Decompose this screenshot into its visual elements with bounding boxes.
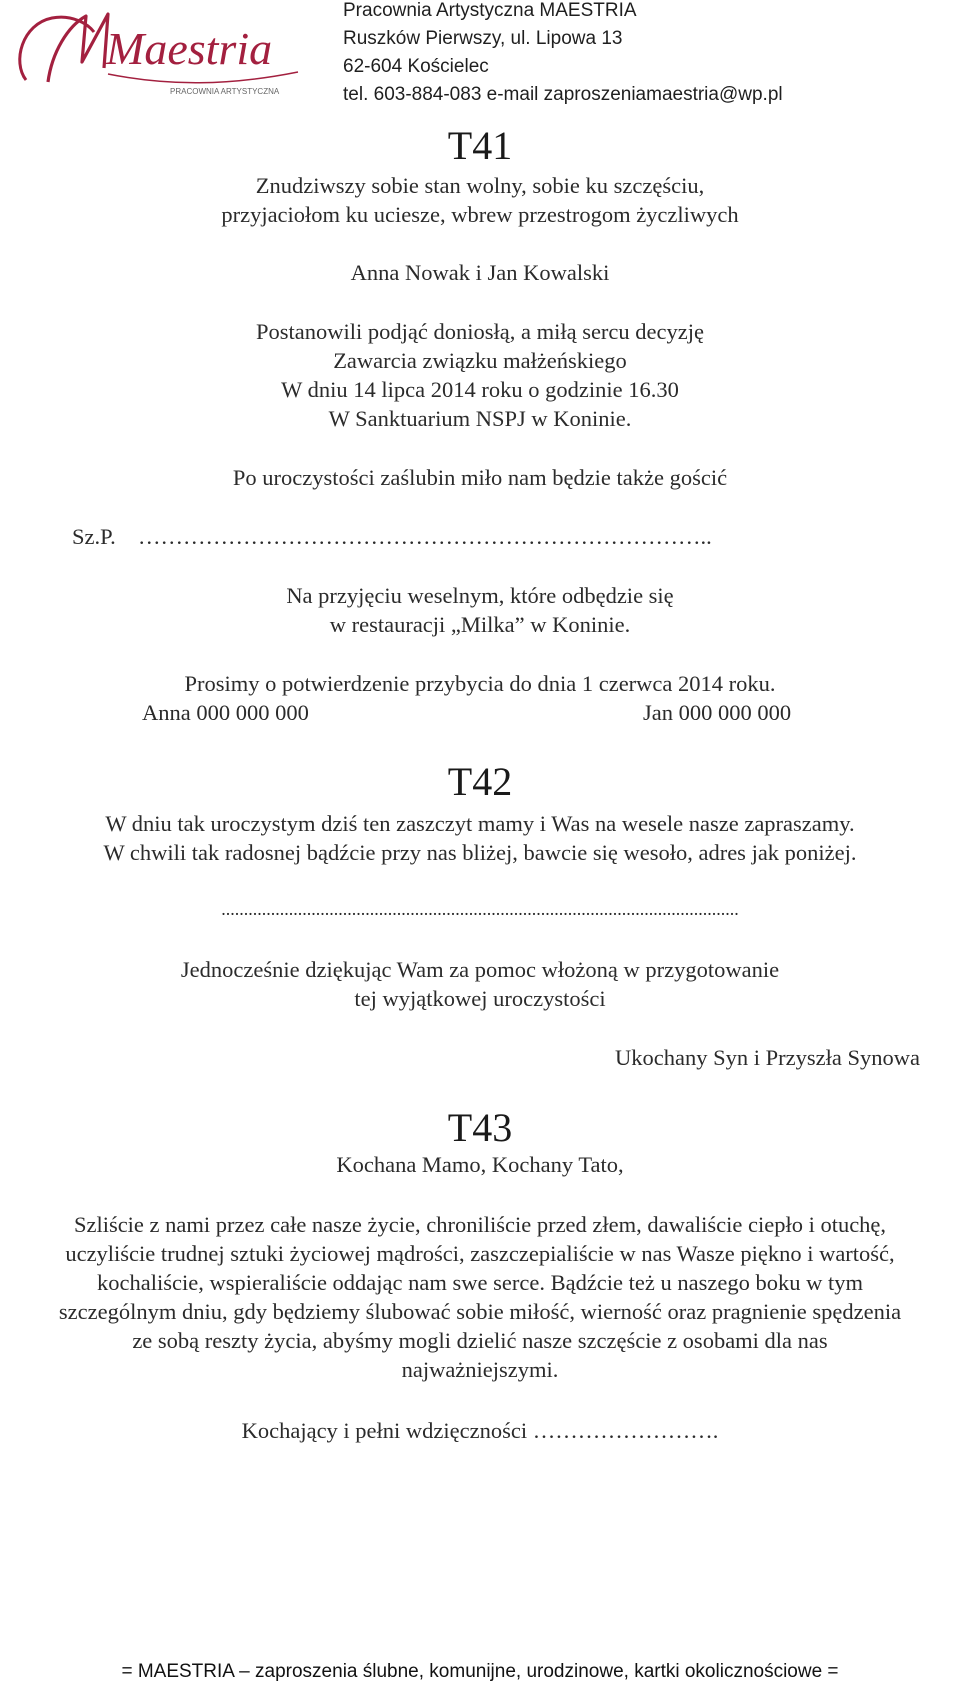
logo-subtext: PRACOWNIA ARTYSTYCZNA [170,87,280,96]
t41-intro-line-2: przyjaciołom ku uciesze, wbrew przestrogom życzliwych [221,202,739,227]
logo-wordmark: Maestria [106,23,273,74]
t41-decision-line-4: W Sanktuarium NSPJ w Koninie. [328,406,632,431]
t43-body-line-6: najważniejszymi. [401,1357,559,1382]
t42-dots: ................................................................................................................... [221,899,739,919]
contact-line-1: Pracownia Artystyczna MAESTRIA [343,0,637,21]
t42-thanks-line-2: tej wyjątkowej uroczystości [354,986,606,1011]
t42-thanks-line-1: Jednocześnie dziękując Wam za pomoc włożoną w przygotowanie [180,957,780,982]
t41-names: Anna Nowak i Jan Kowalski [350,260,610,285]
contact-line-3: 62-604 Kościelec [343,56,489,77]
t42-signature: Ukochany Syn i Przyszła Synowa [615,1045,920,1070]
t41-title: T41 [447,123,513,168]
t41-guest-line: Po uroczystości zaślubin miło nam będzie także gościć [232,465,728,490]
t43-closing: Kochający i pełni wdzięczności ……………………. [241,1418,719,1443]
t41-szp-label: Sz.P. [72,524,116,549]
t43-body-line-3: kochaliście, wspieraliście oddając nam swe serce. Bądźcie też u naszego boku w tym [97,1270,863,1295]
t42-title: T42 [447,759,513,804]
maestria-logo [8,2,308,102]
t41-reception-line-2: w restauracji „Milka” w Koninie. [329,612,631,637]
t41-decision-line-2: Zawarcia związku małżeńskiego [333,348,627,373]
t42-line-1: W dniu tak uroczystym dziś ten zaszczyt mamy i Was na wesele nasze zapraszamy. [105,811,855,836]
t41-szp-dots: ………………………………………………………………….. [138,524,712,549]
t41-intro-line-1: Znudziwszy sobie stan wolny, sobie ku szczęściu, [255,173,705,198]
contact-line-2: Ruszków Pierwszy, ul. Lipowa 13 [343,28,623,49]
t41-rsvp: Prosimy o potwierdzenie przybycia do dnia 1 czerwca 2014 roku. [184,671,776,696]
t41-decision-line-1: Postanowili podjąć doniosłą, a miłą sercu decyzję [255,319,704,344]
t41-contact-jan: Jan 000 000 000 [643,700,792,725]
t43-body-line-2: uczyliście trudnej sztuki życiowej mądrości, zaszczepialiście w nas Wasze piękno i wartość, [65,1241,895,1266]
t42-line-2: W chwili tak radosnej bądźcie przy nas bliżej, bawcie się wesoło, adres jak poniżej. [103,840,857,865]
t41-reception-line-1: Na przyjęciu weselnym, które odbędzie się [286,583,674,608]
contact-line-4: tel. 603-884-083 e-mail zaproszeniamaestria@wp.pl [343,84,783,105]
t41-decision-line-3: W dniu 14 lipca 2014 roku o godzinie 16.30 [281,377,679,402]
t43-body-line-5: ze sobą reszty życia, abyśmy mogli dzielić nasze szczęście z osobami dla nas [132,1328,828,1353]
t43-body-line-4: szczególnym dniu, gdy będziemy ślubować sobie miłość, wierność oraz pragnienie spędzenia [58,1299,902,1324]
t41-contact-anna: Anna 000 000 000 [142,700,309,725]
t43-body-line-1: Szliście z nami przez całe nasze życie, chroniliście przed złem, dawaliście ciepło i otuchę, [73,1212,887,1237]
t43-title: T43 [447,1105,513,1150]
footer-advert: = MAESTRIA – zaproszenia ślubne, komunijne, urodzinowe, kartki okolicznościowe = [121,1661,839,1682]
t43-greeting: Kochana Mamo, Kochany Tato, [336,1152,624,1177]
